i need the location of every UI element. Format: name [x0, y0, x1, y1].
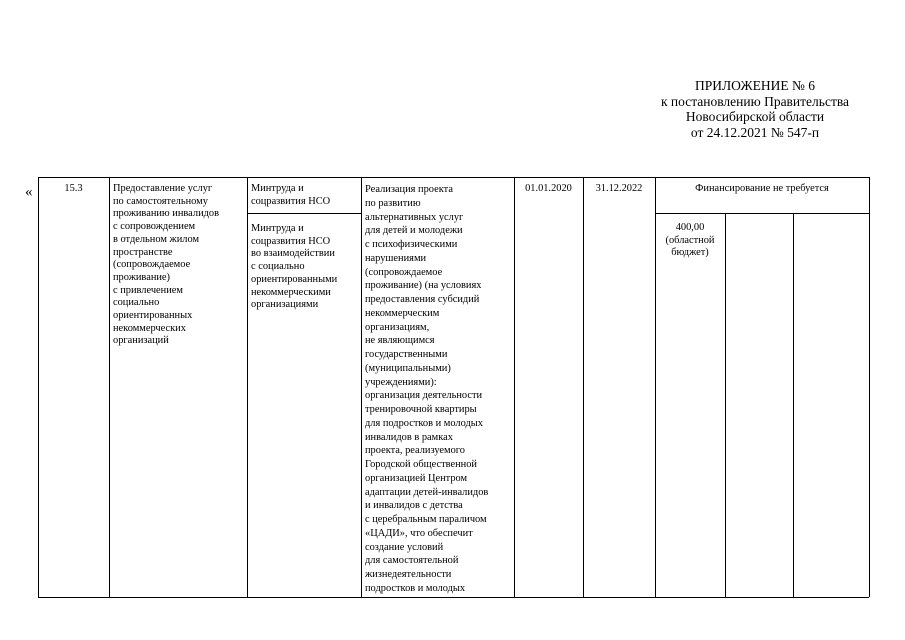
description-line: Реализация проекта — [365, 184, 453, 195]
description-line: нарушениями — [365, 252, 427, 264]
financing-note-cell: Финансирование не требуется — [695, 183, 829, 194]
sub-col-divider-2 — [793, 213, 794, 597]
description-line: «ЦАДИ», что обеспечит — [365, 527, 473, 539]
description-line: не являющимся — [365, 335, 435, 347]
measure-name-line: с сопровождением — [113, 221, 196, 233]
executor-line: во взаимодействии — [251, 248, 335, 260]
sub-col-divider-1 — [725, 213, 726, 597]
description-line: организациям, — [365, 321, 430, 333]
table-left-border — [38, 177, 39, 597]
measure-name-line: (сопровождаемое — [113, 259, 191, 271]
description-line: создание условий — [365, 541, 444, 553]
description-line: подростков и молодых — [365, 582, 466, 594]
appendix-reference: к постановлению Правительства — [660, 93, 850, 109]
appendix-header — [590, 78, 905, 140]
budget-amount-cell — [655, 222, 725, 260]
executor-line: некоммерческими — [251, 286, 331, 298]
col-divider-2 — [247, 177, 248, 597]
measure-name-line: пространстве — [113, 246, 173, 258]
description-line: государственными — [365, 349, 448, 360]
executor-line: с социально — [251, 261, 305, 273]
description-line: и инвалидов с детства — [365, 500, 463, 512]
measure-name-line: с привлечением — [113, 284, 183, 296]
measure-name-line: проживание) — [113, 271, 171, 283]
description-line: жизнедеятельности — [365, 569, 452, 580]
table-bottom-border — [38, 597, 869, 598]
col-divider-7 — [869, 177, 870, 597]
executor-divider — [247, 213, 361, 214]
measure-name-line: социально — [113, 297, 160, 309]
description-line: Городской общественной — [365, 459, 477, 470]
description-line: (муниципальными) — [365, 362, 451, 374]
start-date-cell: 01.01.2020 — [525, 183, 572, 194]
executor-line: ориентированными — [251, 273, 338, 285]
description-line: проекта, реализуемого — [365, 445, 465, 457]
col-divider-1 — [109, 177, 110, 597]
measures-table — [38, 177, 869, 597]
table-top-border — [38, 177, 869, 178]
description-line: с церебральным параличом — [365, 514, 487, 525]
appendix-title: ПРИЛОЖЕНИЕ № 6 — [694, 78, 816, 93]
measure-name-line: некоммерческих — [113, 322, 186, 334]
appendix-authority: Новосибирской области — [685, 109, 825, 124]
description-line: организацией Центром — [365, 472, 468, 484]
appendix-date-number: от 24.12.2021 № 547-п — [690, 124, 820, 140]
description-line: учреждениями): — [365, 376, 437, 388]
description-line: организация деятельности — [365, 390, 483, 402]
measure-name-line: организаций — [113, 335, 169, 347]
executor-top-cell: Минтруда и соцразвития НСО — [251, 183, 331, 207]
description-line: предоставления субсидий — [365, 294, 480, 305]
executor-bottom-cell — [251, 223, 337, 312]
description-line: инвалидов в рамках — [365, 431, 453, 443]
measure-name-line: Предоставление услуг — [113, 183, 213, 194]
financing-divider — [655, 213, 869, 214]
executor-line: Минтруда и — [251, 223, 304, 234]
budget-source-line: бюджет) — [671, 247, 709, 259]
end-date-cell: 31.12.2022 — [595, 183, 643, 194]
description-line: с психофизическими — [365, 239, 458, 250]
description-line: по развитию — [365, 197, 421, 209]
description-line: тренировочной квартиры — [365, 404, 477, 415]
description-line: для самостоятельной — [365, 555, 459, 567]
measure-name-line: проживанию инвалидов — [113, 208, 220, 220]
budget-amount-value: 400,00 — [675, 222, 705, 233]
description-line: проживание) (на условиях — [365, 280, 482, 292]
description-line: (сопровождаемое — [365, 266, 443, 278]
budget-source-line: (областной — [665, 234, 715, 246]
description-line: для детей и молодежи — [365, 225, 463, 237]
opening-quote-mark: « — [25, 184, 33, 200]
measure-name-line: по самостоятельному — [113, 195, 208, 207]
row-number-cell: 15.3 — [64, 183, 83, 194]
measure-name-line: ориентированных — [113, 310, 193, 322]
measure-name-cell — [113, 183, 219, 348]
description-line: некоммерческим — [365, 307, 440, 319]
col-divider-3 — [361, 177, 362, 597]
col-divider-5 — [583, 177, 584, 597]
description-cell — [365, 183, 488, 596]
measure-name-line: в отдельном жилом — [113, 233, 200, 245]
executor-line: соцразвития НСО — [251, 235, 331, 247]
col-divider-4 — [514, 177, 515, 597]
description-line: для подростков и молодых — [365, 417, 483, 429]
executor-line: организациями — [251, 299, 319, 311]
description-line: альтернативных услуг — [365, 211, 464, 223]
description-line: адаптации детей-инвалидов — [365, 486, 489, 498]
